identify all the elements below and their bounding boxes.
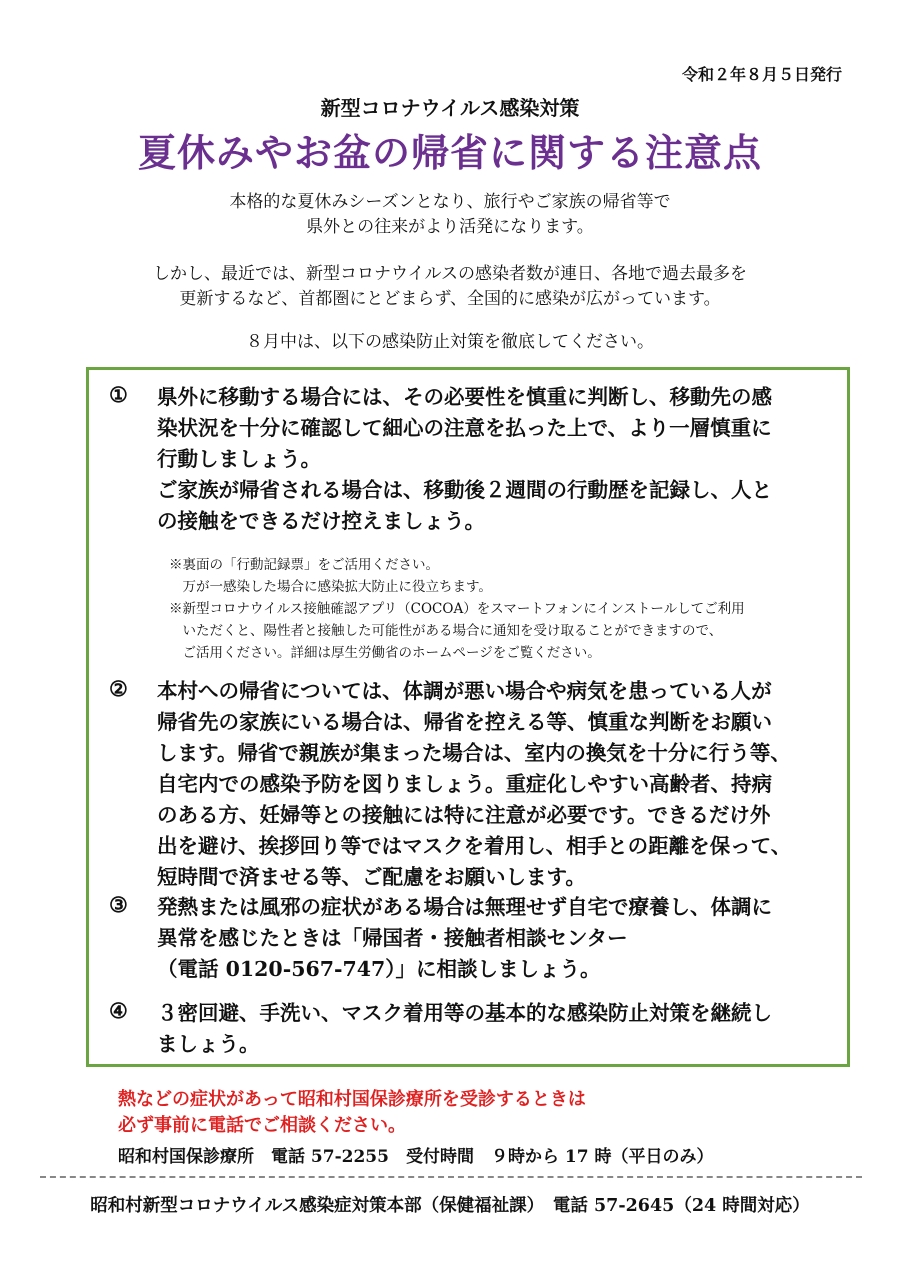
- item-number: ④: [109, 998, 128, 1023]
- intro-paragraph-2: [0, 262, 900, 312]
- item-line: 出を避け、挨拶回り等ではマスクを着用し、相手との距離を保って、: [157, 834, 792, 858]
- item-line: の接触をできるだけ控えましょう。: [157, 509, 485, 533]
- notice-line: 必ず事前に電話でご相談ください。: [118, 1115, 406, 1136]
- note-line: ご活用ください。詳細は厚生労働省のホームページをご覧ください。: [169, 645, 601, 661]
- page-title: 夏休みやお盆の帰省に関する注意点: [137, 131, 762, 175]
- measure-item-4: [109, 998, 829, 1060]
- intro-paragraph-3: [0, 330, 900, 355]
- item-number: ②: [109, 676, 128, 701]
- measures-box: [86, 367, 850, 1067]
- divider: [40, 1176, 862, 1178]
- intro-line: 更新するなど、首都圏にとどまらず、全国的に感染が広がっています。: [179, 289, 721, 309]
- item-line: 発熱または風邪の症状がある場合は無理せず自宅で療養し、体調に: [157, 895, 772, 919]
- item-line: 本村への帰省については、体調が悪い場合や病気を患っている人が: [157, 679, 772, 703]
- item-line: 県外に移動する場合には、その必要性を慎重に判断し、移動先の感: [157, 385, 772, 409]
- measure-item-3: [109, 892, 829, 985]
- issue-date: 令和２年８月５日発行: [681, 65, 842, 84]
- item-line: ３密回避、手洗い、マスク着用等の基本的な感染防止対策を継続し: [157, 1001, 772, 1025]
- subtitle: 新型コロナウイルス感染対策: [320, 96, 580, 120]
- note-line: ※新型コロナウイルス接触確認アプリ（COCOA）をスマートフォンにインストールしてご利用: [169, 601, 745, 617]
- item-line: （電話 0120-567-747）」に相談しましょう。: [157, 957, 601, 981]
- item-line: します。帰省で親族が集まった場合は、室内の換気を十分に行う等、: [157, 741, 791, 765]
- item-line: 自宅内での感染予防を図りましょう。重症化しやすい高齢者、持病: [157, 772, 772, 796]
- item-line: のある方、妊婦等との接触には特に注意が必要です。できるだけ外: [157, 803, 771, 827]
- item-line: 短時間で済ませる等、ご配慮をお願いします。: [157, 865, 586, 889]
- intro-line: しかし、最近では、新型コロナウイルスの感染者数が連日、各地で過去最多を: [153, 264, 747, 284]
- item-number: ①: [109, 382, 128, 407]
- intro-paragraph-1: [0, 190, 900, 240]
- measure-item-1: [109, 382, 829, 661]
- intro-line: ８月中は、以下の感染防止対策を徹底してください。: [246, 332, 654, 352]
- footer-contact: 昭和村新型コロナウイルス感染症対策本部（保健福祉課） 電話 57-2645（24 時間対応）: [90, 1196, 810, 1216]
- item-line: 異常を感じたときは「帰国者・接触者相談センター: [157, 926, 628, 950]
- clinic-notice: [118, 1087, 586, 1139]
- measure-item-2: [109, 676, 829, 893]
- note-line: ※裏面の「行動記録票」をご活用ください。: [169, 557, 439, 573]
- item-notes: [169, 554, 859, 664]
- intro-line: 本格的な夏休みシーズンとなり、旅行やご家族の帰省等で: [229, 192, 671, 212]
- item-number: ③: [109, 892, 128, 917]
- item-line: 染状況を十分に確認して細心の注意を払った上で、より一層慎重に: [157, 416, 772, 440]
- item-line: ましょう。: [157, 1032, 260, 1056]
- intro-line: 県外との往来がより活発になります。: [306, 217, 594, 237]
- item-line: 行動しましょう。: [157, 447, 321, 471]
- clinic-contact: 昭和村国保診療所 電話 57-2255 受付時間 ９時から 17 時（平日のみ）: [118, 1147, 714, 1167]
- item-line: ご家族が帰省される場合は、移動後２週間の行動歴を記録し、人と: [157, 478, 772, 502]
- note-line: いただくと、陽性者と接触した可能性がある場合に通知を受け取ることができますので、: [169, 623, 723, 639]
- note-line: 万が一感染した場合に感染拡大防止に役立ちます。: [169, 579, 492, 595]
- notice-line: 熱などの症状があって昭和村国保診療所を受診するときは: [118, 1089, 586, 1110]
- item-line: 帰省先の家族にいる場合は、帰省を控える等、慎重な判断をお願い: [157, 710, 772, 734]
